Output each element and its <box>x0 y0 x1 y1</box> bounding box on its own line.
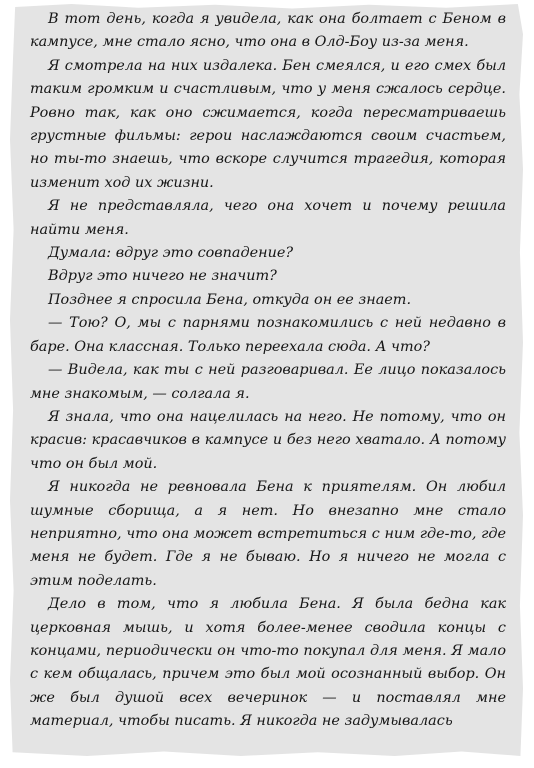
paragraph: Я смотрела на них издалека. Бен смеялся, и его смех был таким громким и счастливым, что у меня сжалось сердце. Ровно так, как оно сжимается, когда пересматриваешь грустные фильмы: герои наслаждаются своим счастьем, но ты-то знаешь, что вскоре случится трагедия, которая изменит ход их жизни. <box>30 57 506 191</box>
paragraph: Я знала, что она нацелилась на него. Не потому, что он красив: красавчиков в кампусе и без него хватало. А потому что он был мой. <box>30 408 506 472</box>
paragraph: Я не представляла, чего она хочет и почему решила найти меня. <box>30 198 506 238</box>
paragraph: Вдруг это ничего не значит? <box>48 268 277 285</box>
paragraph: — Тою? О, мы с парнями познакомились с ней недавно в баре. Она классная. Только переехала сюда. А что? <box>30 315 506 355</box>
paragraph: Дело в том, что я любила Бена. Я была бедна как церковная мышь, и хотя более-менее сводила концы с концами, периодически он что-то покупал для меня. Я мало с кем общалась, причем это был мой осознанный выбор. Он же был душой всех вечеринок — и поставлял мне материал, чтобы писать. Я никогда не задумывалась <box>30 596 506 730</box>
paragraph: Я никогда не ревновала Бена к приятелям. Он любил шумные сборища, а я нет. Но внезапно мне стало неприятно, что она может встретиться с ним где-то, где меня не будет. Где я не бываю. Но я ничего не могла с этим поделать. <box>30 479 506 589</box>
text-body <box>30 8 506 734</box>
paragraph: В тот день, когда я увидела, как она болтает с Беном в кампусе, мне стало ясно, что она в Олд-Боу из-за меня. <box>30 11 506 51</box>
paragraph: — Видела, как ты с ней разговаривал. Ее лицо показалось мне знакомым, — солгала я. <box>30 362 506 402</box>
paragraph: Позднее я спросила Бена, откуда он ее знает. <box>48 291 412 308</box>
paragraph: Думала: вдруг это совпадение? <box>48 245 294 262</box>
